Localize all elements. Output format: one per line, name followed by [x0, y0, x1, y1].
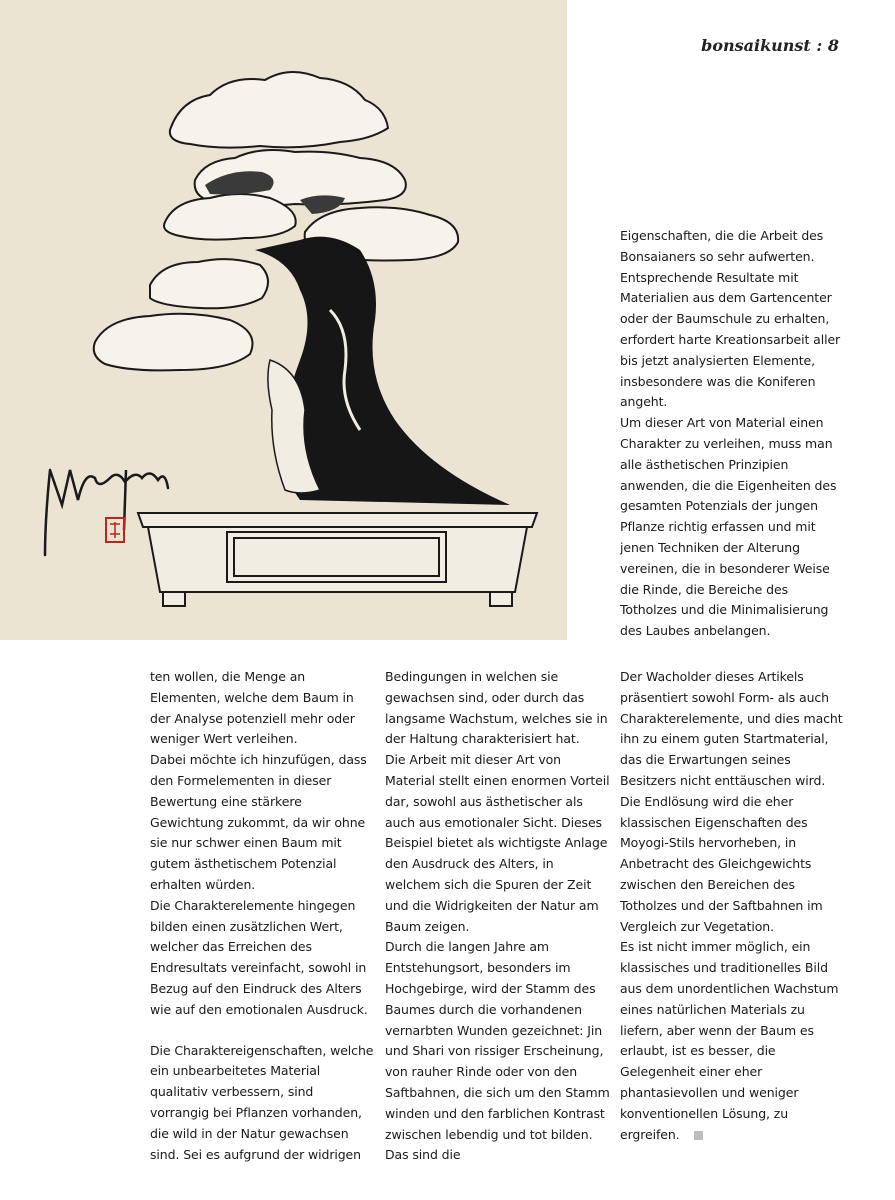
- paragraph: Durch die langen Jahre am Entstehungsort, besonders im Hochgebirge, wird der Stamm des Baumes durch die vorhandenen vernarbten Wunden gezeichnet: Jin und Shari von rissiger Erscheinung, von rauher Rinde oder von den Saftbahnen, die sich um den Stamm winden und den farblichen Kontrast zwischen lebendig und tot bilden. Das sind die: [385, 939, 610, 1163]
- paragraph: Eigenschaften, die die Arbeit des Bonsaianers so sehr aufwerten. Entsprechende Resultate mit Materialien aus dem Gartencenter oder der Baumschule zu erhalten, erfordert harte Kreationsarbeit aller bis jetzt analysierten Elemente, insbesondere was die Koniferen angeht.: [620, 228, 841, 410]
- paragraph: Die Endlösung wird die eher klassischen Eigenschaften des Moyogi-Stils hervorheben, in Anbetracht des Gleichgewichts zwischen den Bereichen des Totholzes und der Saftbahnen im Vergleich zur Vegetation.: [620, 793, 823, 934]
- paragraph: Bedingungen in welchen sie gewachsen sind, oder durch das langsame Wachstum, welches sie in der Haltung charakterisiert hat.: [385, 669, 608, 747]
- paragraph: Die Charakterelemente hingegen bilden einen zusätzlichen Wert, welcher das Erreichen des Endresultats vereinfacht, sowohl in Bezug auf den Eindruck des Alters wie auf den emotionalen Ausdruck.: [150, 897, 368, 1017]
- bonsai-illustration: [0, 0, 567, 640]
- paragraph: Um dieser Art von Material einen Charakter zu verleihen, muss man alle ästhetischen Prinzipien anwenden, die die Eigenheiten des gesamten Potenzials der jungen Pflanze richtig erfassen und mit jenen Techniken der Alterung vereinen, die in besonderer Weise die Rinde, die Bereiche des Totholzes und die Minimalisierung des Laubes anbelangen.: [620, 415, 837, 639]
- paragraph-final: [620, 937, 845, 1145]
- end-of-article-mark: [694, 1131, 703, 1140]
- column-2: [385, 667, 610, 1166]
- paragraph: Dabei möchte ich hinzufügen, dass den Formelementen in dieser Bewertung eine stärkere Gewichtung zukommt, da wir ohne sie nur schwer einen Baum mit gutem ästhetischem Potenzial erhalten würden.: [150, 752, 367, 892]
- paragraph: Der Wacholder dieses Artikels präsentiert sowohl Form- als auch Charakterelemente, und dies macht ihn zu einem guten Startmaterial, das die Erwartungen seines Besitzers nicht enttäuschen wird.: [620, 669, 843, 788]
- paragraph: Die Charaktereigenschaften, welche ein unbearbeitetes Material qualitativ verbessern, sind vorrangig bei Pflanzen vorhanden, die wild in der Natur gewachsen sind. Sei es aufgrund der widrigen: [150, 1042, 374, 1162]
- running-header: bonsaikunst : 8: [701, 36, 839, 55]
- paragraph: ten wollen, die Menge an Elementen, welche dem Baum in der Analyse potenziell mehr oder weniger Wert verleihen.: [150, 669, 355, 747]
- paragraph: Die Arbeit mit dieser Art von Material stellt einen enormen Vorteil dar, sowohl aus ästhetischer als auch aus emotionaler Sicht. Dieses Beispiel bietet als wichtigste Anlage den Ausdruck des Alters, in welchem sich die Spuren der Zeit und die Widrigkeiten der Natur am Baum zeigen.: [385, 752, 610, 934]
- final-text: Es ist nicht immer möglich, ein klassisches und traditionelles Bild aus dem unordentlichen Wachstum eines natürlichen Materials zu liefern, aber wenn der Baum es erlaubt, ist es besser, die Gelegenheit einer eher phantasievollen und weniger konventionellen Lösung, zu ergreifen.: [620, 939, 839, 1142]
- bonsai-drawing: [0, 0, 567, 640]
- column-1: [150, 667, 375, 1165]
- column-3: [620, 667, 845, 1145]
- column-top-right: [620, 226, 845, 642]
